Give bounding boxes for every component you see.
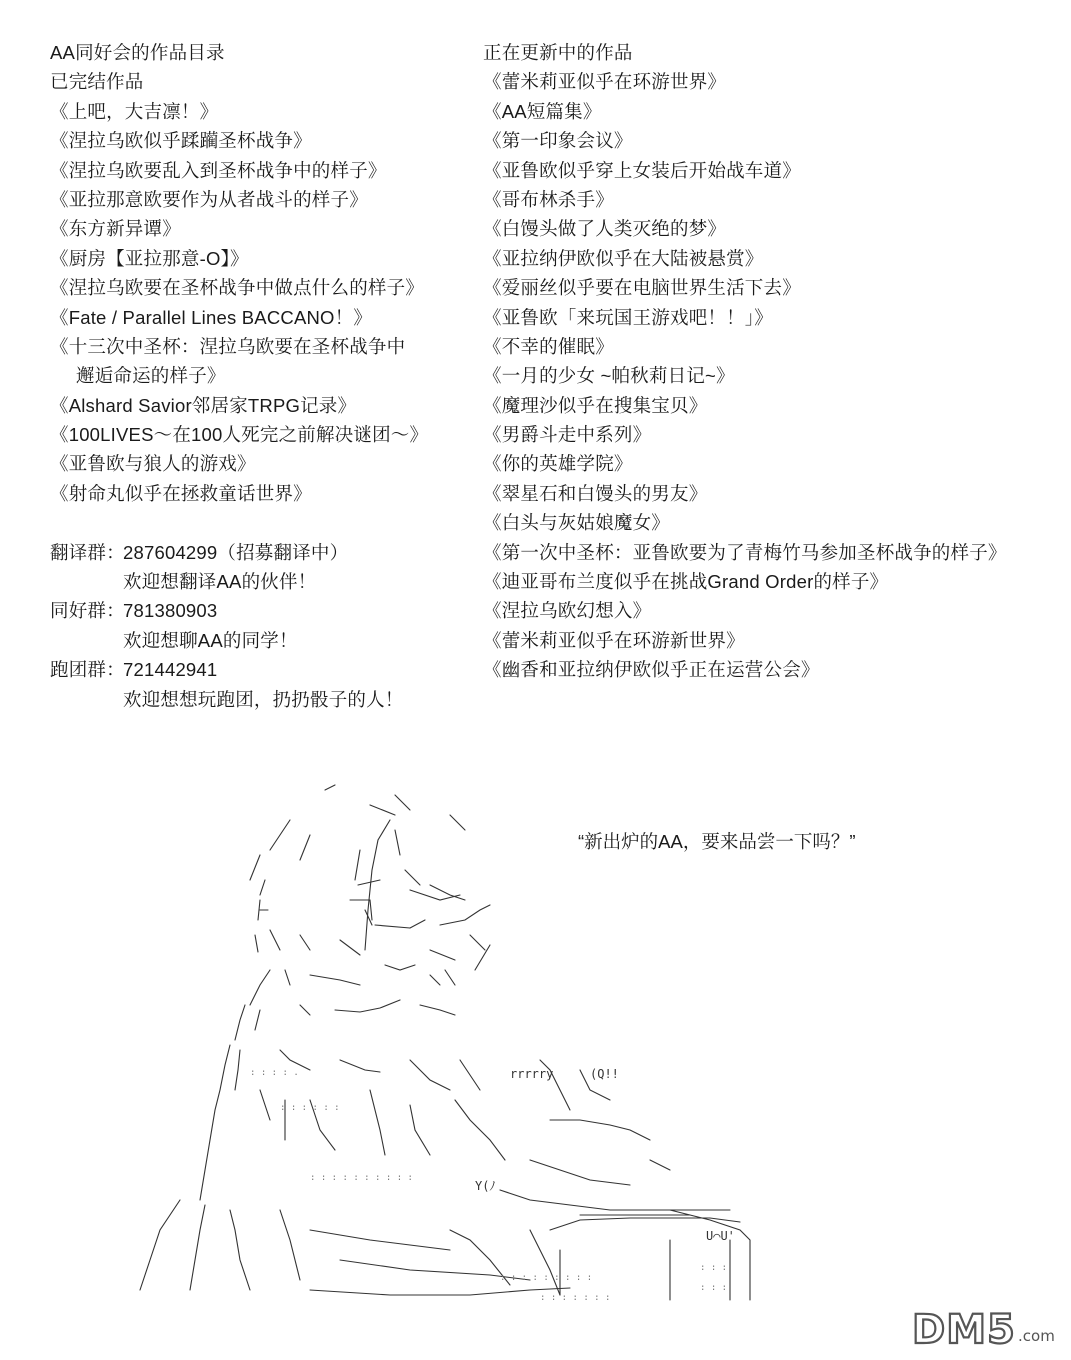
completed-work-item: 《亚拉那意欧要作为从者战斗的样子》 (50, 188, 368, 210)
completed-work-item: 《100LIVES～在100人死完之前解决谜团～》 (50, 424, 429, 446)
completed-work-item: 《东方新异谭》 (50, 218, 181, 240)
svg-text:: : : : : :: : : : : : : (280, 1103, 340, 1113)
logo-domain: .com (1018, 1327, 1055, 1345)
svg-text:: : :: : : : (700, 1283, 728, 1293)
aa-text-fragment: U⌒U' (706, 1229, 735, 1243)
group-note: 欢迎想想玩跑团，扔扔骰子的人！ (123, 688, 404, 710)
right-column (483, 38, 1043, 685)
group-note: 欢迎想聊AA的同学！ (123, 629, 298, 651)
ongoing-work-item: 《魔理沙似乎在搜集宝贝》 (483, 394, 708, 416)
completed-work-item: 《亚鲁欧与狼人的游戏》 (50, 453, 256, 475)
completed-work-item: 《射命丸似乎在拯救童话世界》 (50, 482, 312, 504)
ongoing-work-item: 《你的英雄学院》 (483, 453, 633, 475)
completed-work-item: 《涅拉乌欧要在圣杯战争中做点什么的样子》 (50, 277, 425, 299)
svg-text:: : : : : : : : :: : : : : : : : : : (500, 1273, 593, 1283)
group-label: 同好群： (50, 600, 125, 622)
trpg-group-row (50, 655, 470, 684)
ongoing-works-list (483, 67, 1043, 684)
group-note: 欢迎想翻译AA的伙伴！ (123, 571, 317, 593)
illustration-quote: “新出炉的AA，要来品尝一下吗？” (578, 831, 856, 852)
ongoing-work-item: 《第一印象会议》 (483, 130, 633, 152)
translation-group-row (50, 538, 470, 567)
ongoing-work-item: 《哥布林杀手》 (483, 188, 614, 210)
aa-text-fragment: (Q!! (590, 1067, 619, 1081)
completed-work-item: 《上吧，大吉凛！》 (50, 100, 219, 122)
completed-work-item-continued: 邂逅命运的样子》 (76, 365, 226, 387)
ongoing-work-item: 《爱丽丝似乎要在电脑世界生活下去》 (483, 277, 801, 299)
ongoing-work-item: 《迪亚哥布兰度似乎在挑战Grand Order的样子》 (483, 571, 889, 593)
ongoing-work-item: 《蕾米莉亚似乎在环游新世界》 (483, 629, 745, 651)
ongoing-work-item: 《蕾米莉亚似乎在环游世界》 (483, 71, 727, 93)
completed-work-item: 《Fate / Parallel Lines BACCANO！》 (50, 306, 373, 328)
ongoing-work-item: 《男爵斗走中系列》 (483, 424, 652, 446)
ongoing-work-item: 《幽香和亚拉纳伊欧似乎正在运营公会》 (483, 659, 820, 681)
ongoing-work-item: 《亚拉纳伊欧似乎在大陆被悬赏》 (483, 247, 764, 269)
ongoing-work-item: 《AA短篇集》 (483, 100, 602, 122)
completed-work-item: 《十三次中圣杯：涅拉乌欧要在圣杯战争中 (50, 335, 406, 357)
ongoing-work-item: 《不幸的催眠》 (483, 335, 614, 357)
group-label: 跑团群： (50, 659, 125, 681)
ongoing-work-item: 《涅拉乌欧幻想入》 (483, 600, 652, 622)
svg-text:: : :: : : : (700, 1263, 728, 1273)
aa-text-fragment: rrrrry (510, 1067, 554, 1081)
logo-text: DM5 (912, 1307, 1016, 1351)
aa-text-fragment: Y(ﾉ (475, 1179, 496, 1193)
ongoing-work-item: 《翠星石和白馒头的男友》 (483, 482, 708, 504)
ongoing-work-item: 《白头与灰姑娘魔女》 (483, 512, 671, 534)
ascii-art-illustration (110, 760, 770, 1320)
svg-text:: : : : .: : : : : . (250, 1068, 299, 1078)
svg-text:: : : : : : : : : :: : : : : : : : : : : (310, 1173, 413, 1183)
dm5-logo (910, 1303, 1060, 1351)
group-info (50, 538, 470, 714)
completed-works-list (50, 97, 470, 508)
left-column (50, 38, 470, 714)
ongoing-work-item: 《第一次中圣杯：亚鲁欧要为了青梅竹马参加圣杯战争的样子》 (483, 541, 1007, 563)
completed-work-item: 《Alshard Savior邻居家TRPG记录》 (50, 394, 357, 416)
group-number: 287604299（招募翻译中） (123, 541, 349, 563)
ongoing-work-item: 《亚鲁欧似乎穿上女装后开始战车道》 (483, 159, 801, 181)
ongoing-works-title: 正在更新中的作品 (483, 42, 633, 63)
catalog-header: AA同好会的作品目录 (50, 42, 225, 63)
ongoing-work-item: 《白馒头做了人类灭绝的梦》 (483, 218, 727, 240)
ongoing-work-item: 《一月的少女 ~帕秋莉日记~》 (483, 365, 735, 387)
ongoing-work-item: 《亚鲁欧「来玩国王游戏吧！！」》 (483, 306, 773, 328)
section-spacer (50, 508, 470, 537)
svg-text:: : : : : : :: : : : : : : : (540, 1293, 611, 1303)
fan-group-row (50, 596, 470, 625)
completed-work-item: 《涅拉乌欧要乱入到圣杯战争中的样子》 (50, 159, 387, 181)
completed-work-item: 《涅拉乌欧似乎蹂躏圣杯战争》 (50, 130, 312, 152)
group-label: 翻译群： (50, 541, 125, 563)
group-number: 721442941 (123, 659, 218, 681)
completed-work-item: 《厨房【亚拉那意-O】》 (50, 247, 249, 269)
completed-works-title: 已完结作品 (50, 71, 144, 93)
group-number: 781380903 (123, 600, 218, 622)
